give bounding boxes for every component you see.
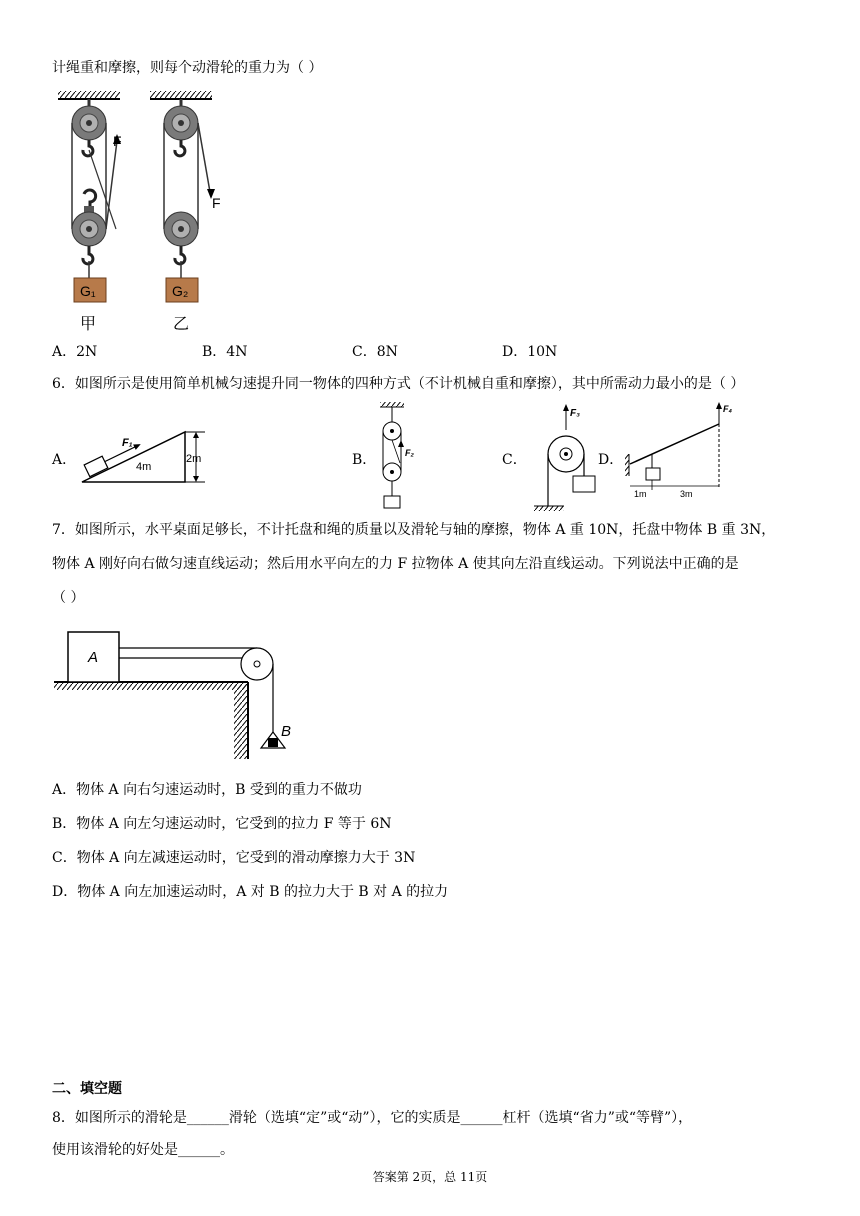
pulley-system-yi <box>150 91 221 333</box>
q6b-force: F₂ <box>405 448 414 458</box>
q6a-force: F₁ <box>122 437 133 449</box>
q6c-force: F₃ <box>570 408 580 419</box>
section-heading-fill-blank: 二、填空题 <box>52 1081 122 1097</box>
q6-stem: 6．如图所示是使用简单机械匀速提升同一物体的四种方式（不计机械自重和摩擦），其中所需动力最小的是（ ） <box>52 376 745 392</box>
q7-stem-line3: （ ） <box>52 590 85 606</box>
q5-pulley-figure <box>50 86 230 336</box>
q6d-dist1: 1m <box>634 489 647 499</box>
q7-stem-line1: 7．如图所示，水平桌面足够长，不计托盘和绳的质量以及滑轮与轴的摩擦，物体 A 重 10N，托盘中物体 B 重 3N， <box>52 522 776 538</box>
q6a-height: 2m <box>186 453 202 465</box>
q5-option-b[interactable]: B．4N <box>202 344 248 360</box>
q6-label-d[interactable]: D． <box>598 452 624 468</box>
q5-force-label-yi: F <box>212 195 221 211</box>
q5-weight-g1: G₁ <box>80 283 96 299</box>
q6a-slope: 4m <box>136 461 152 473</box>
q5-weight-g2: G₂ <box>172 283 189 299</box>
q6-figure-b-pulley-block <box>372 400 432 512</box>
q7-option-c[interactable]: C．物体 A 向左减速运动时，它受到的滑动摩擦力大于 3N <box>52 850 416 866</box>
q5-caption-yi: 乙 <box>173 316 190 333</box>
q6-label-c[interactable]: C． <box>502 452 527 468</box>
q6d-force: F₄ <box>723 404 733 414</box>
q6-label-b[interactable]: B． <box>352 452 377 468</box>
q5-force-label-jia: F <box>113 133 122 149</box>
q6-figure-c-movable-pulley <box>530 402 600 512</box>
q7-stem-line2: 物体 A 刚好向右做匀速直线运动；然后用水平向左的力 F 拉物体 A 使其向左沿直线运动。下列说法中正确的是 <box>52 556 739 572</box>
q5-caption-jia: 甲 <box>80 316 97 333</box>
q6-figure-a-incline <box>80 424 210 488</box>
q6-label-a[interactable]: A． <box>52 452 77 468</box>
q8-stem-line1: 8．如图所示的滑轮是______滑轮（选填“定”或“动”），它的实质是______杠杆（选填“省力”或“等臂”）， <box>52 1110 693 1126</box>
q5-stem-tail: 计绳重和摩擦，则每个动滑轮的重力为（ ） <box>52 60 323 76</box>
q7-option-b[interactable]: B．物体 A 向左匀速运动时，它受到的拉力 F 等于 6N <box>52 816 392 832</box>
page-footer: 答案第 2页，总 11页 <box>372 1170 488 1184</box>
q5-option-a[interactable]: A．2N <box>52 344 98 360</box>
q6d-dist2: 3m <box>680 489 693 499</box>
q7-option-d[interactable]: D．物体 A 向左加速运动时，A 对 B 的拉力大于 B 对 A 的拉力 <box>52 884 449 900</box>
q6-figure-d-lever <box>624 400 734 510</box>
q8-stem-line2: 使用该滑轮的好处是______。 <box>52 1142 234 1158</box>
q5-option-c[interactable]: C．8N <box>352 344 398 360</box>
pulley-system-jia <box>58 91 122 333</box>
q5-option-d[interactable]: D．10N <box>502 344 558 360</box>
q7-option-a[interactable]: A．物体 A 向右匀速运动时，B 受到的重力不做功 <box>52 782 362 798</box>
q7-block-b: B <box>281 723 292 740</box>
q7-table-pulley-figure <box>52 624 302 764</box>
q7-block-a: A <box>88 649 99 666</box>
